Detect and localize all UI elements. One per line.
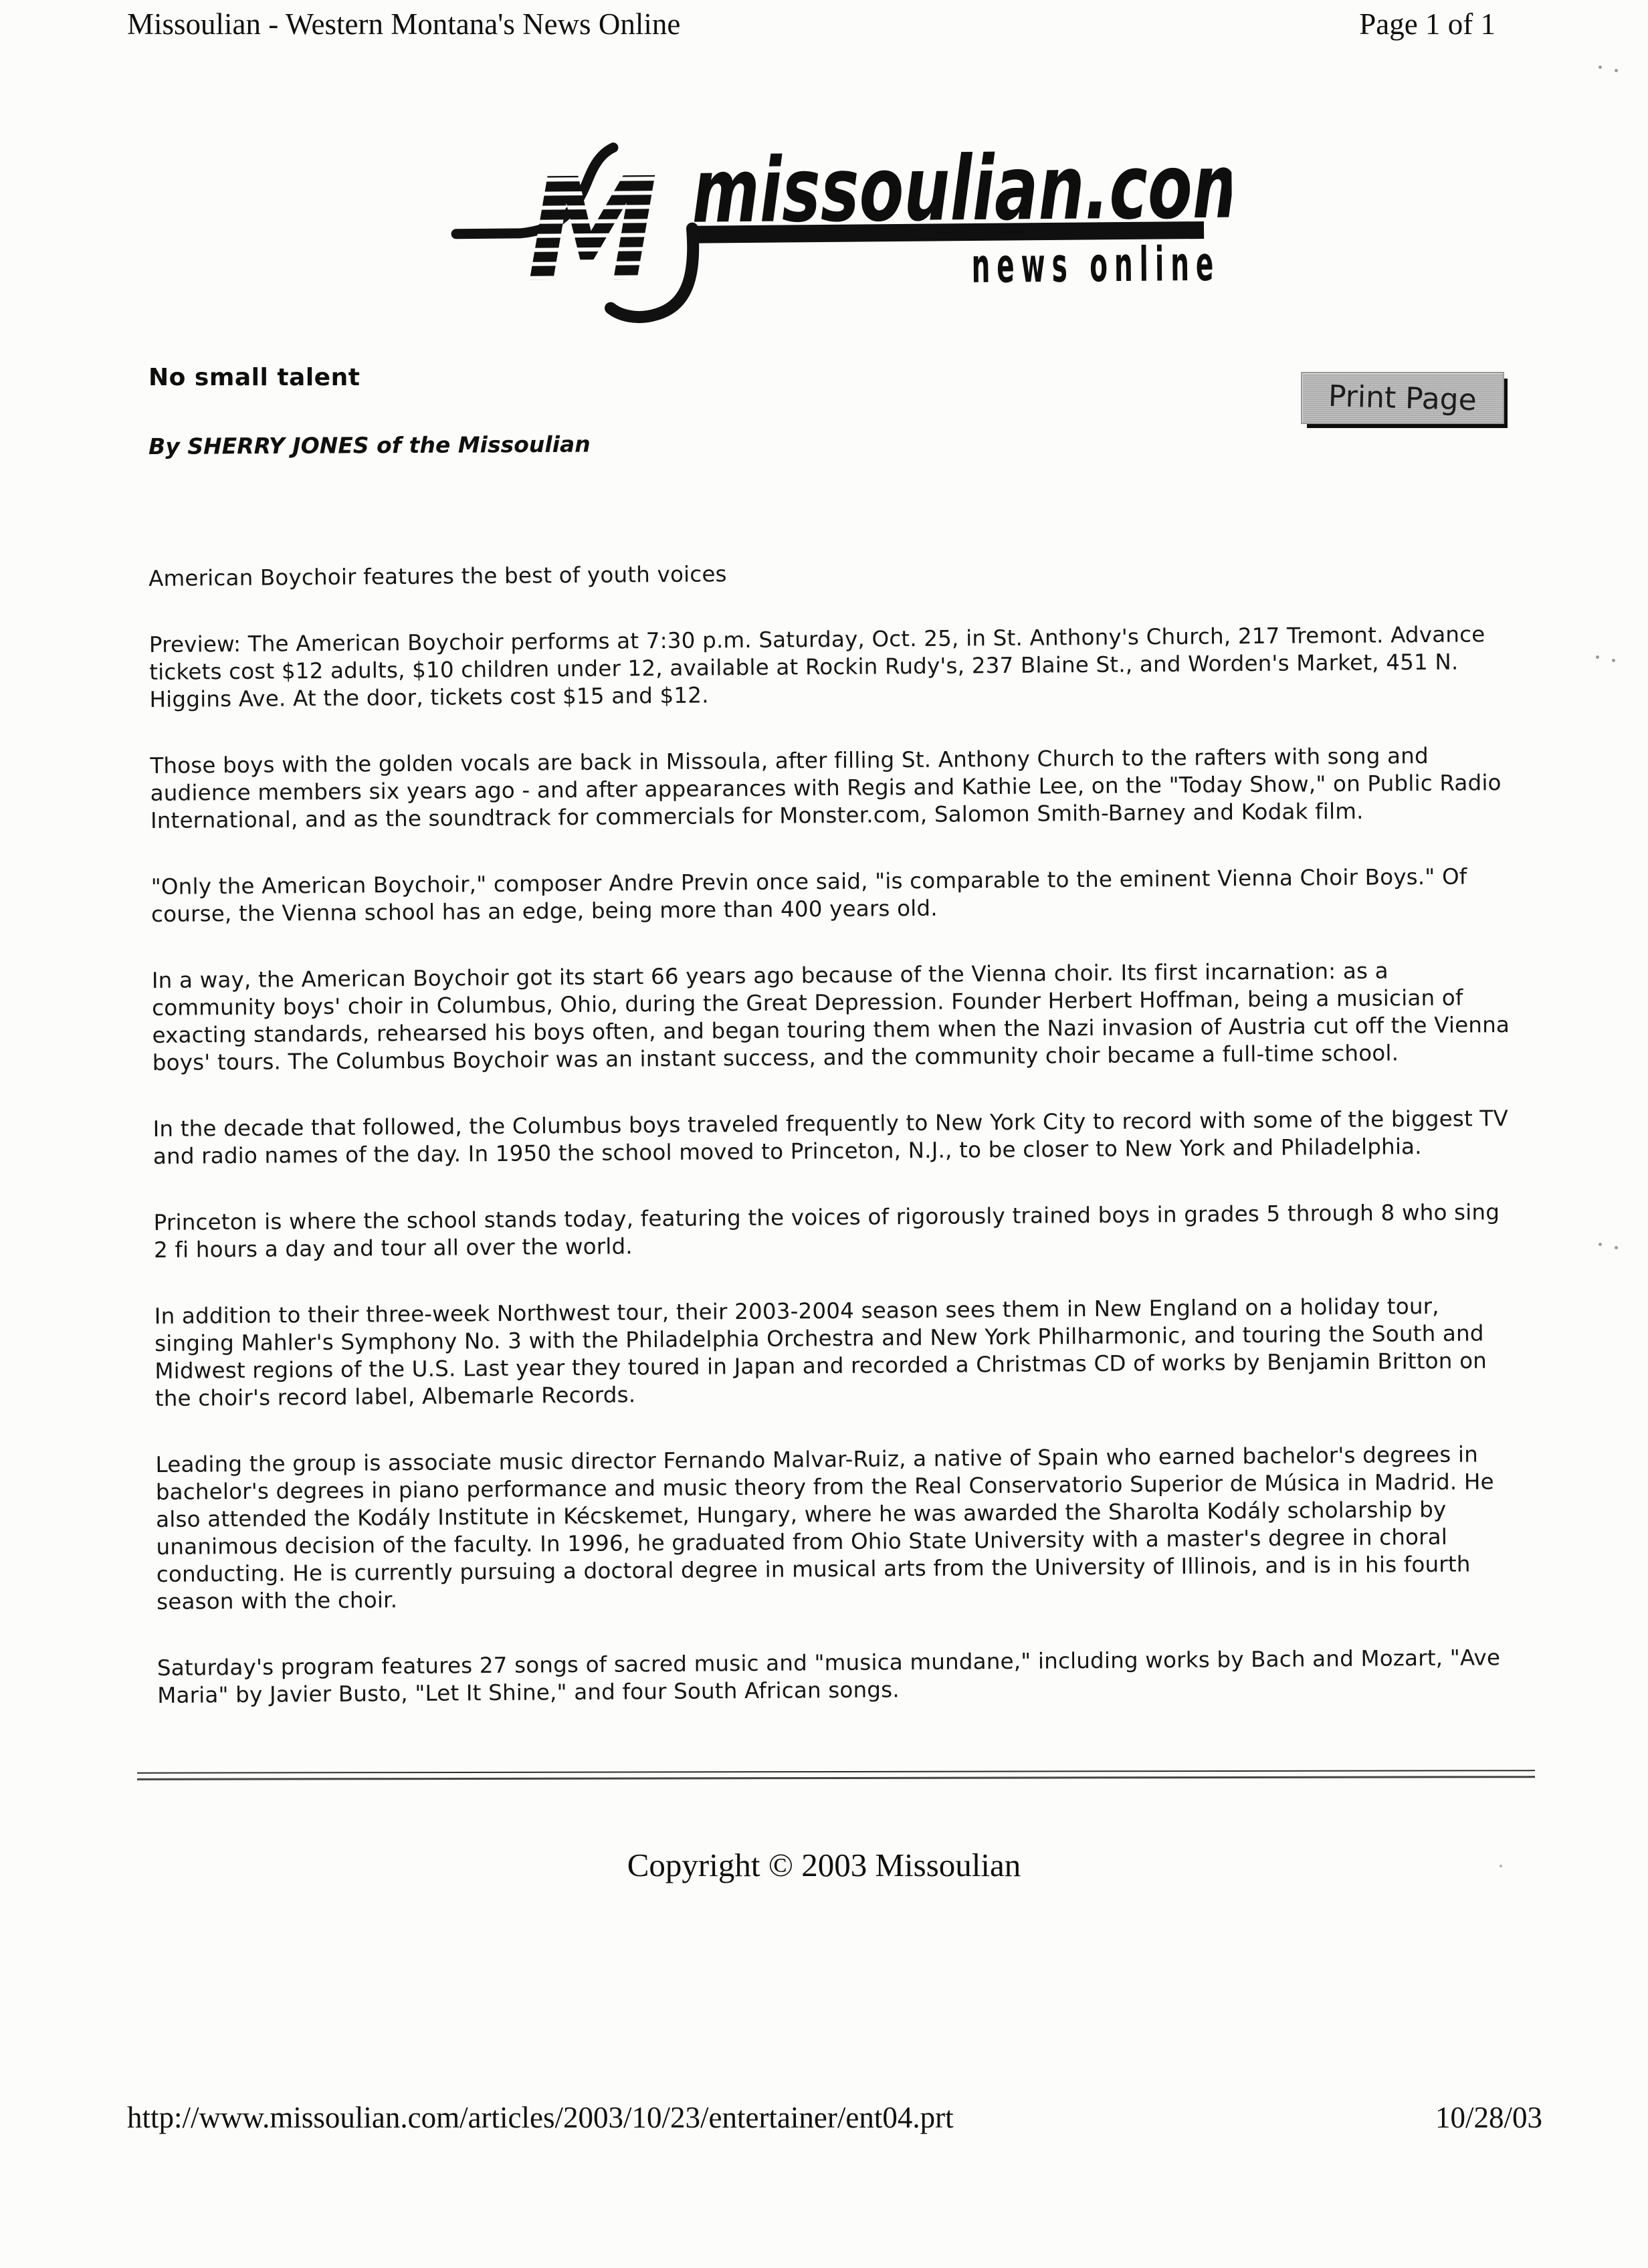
article-paragraph: In a way, the American Boychoir got its start 66 years ago because of the Vienna choir. Its first incarnation: as a community boys' choir in Columbus, Ohio, during the Great Depression. Founder Herbert Hoffman, being a musician of exacting standards, rehearsed his boys often, and began touring them when the Nazi invasion of Austria cut off the Vienna boys' tours. The Columbus Boychoir was an instant success, and the community choir became a full-time school. [151, 958, 1510, 1075]
article-paragraph: Preview: The American Boychoir performs at 7:30 p.m. Saturday, Oct. 25, in St. Anthony's Church, 217 Tremont. Advance tickets cost $12 adults, $10 children under 12, available at Rockin Rudy's, 237 Blaine St., and Worden's Market, 451 N. Higgins Ave. At the door, tickets cost $15 and $12. [148, 621, 1485, 712]
scan-artifact-dot [1612, 659, 1615, 662]
scan-artifact-dot [1615, 1246, 1618, 1249]
article-byline: By SHERRY JONES of the Missoulian [148, 431, 591, 459]
scan-artifact-dot [1615, 69, 1618, 72]
print-footer-url: http://www.missoulian.com/articles/2003/10/23/entertainer/ent04.prt [127, 2101, 954, 2134]
article-title: No small talent [148, 364, 360, 391]
print-footer-date: 10/28/03 [1435, 2101, 1542, 2134]
print-header-title: Missoulian - Western Montana's News Online [127, 7, 681, 41]
scan-artifact-dot [1596, 655, 1599, 659]
scan-artifact-dot [1599, 66, 1602, 69]
logo-tagline: news online [971, 236, 1221, 294]
missoulian-logo [409, 124, 1233, 332]
copyright-notice: Copyright © 2003 Missoulian [627, 1847, 1021, 1883]
end-of-article-rule [137, 1770, 1535, 1780]
print-page-button-label: Print Page [1328, 379, 1477, 417]
article-paragraph: American Boychoir features the best of youth voices [148, 561, 727, 591]
logo-monogram: M [525, 146, 659, 314]
article-paragraph: "Only the American Boychoir," composer Andre Previn once said, "is comparable to the eminent Vienna Choir Boys." Of course, the Vienna school has an edge, being more than 400 years old. [150, 863, 1467, 927]
scan-artifact-dot [1500, 1865, 1502, 1867]
logo-wordmark: missoulian.com [691, 135, 1233, 243]
print-page-button[interactable] [1301, 372, 1504, 424]
scan-artifact-dot [1599, 1243, 1602, 1246]
article-paragraph: Princeton is where the school stands today, featuring the voices of rigorously trained boys in grades 5 through 8 who sing 2 fi hours a day and tour all over the world. [153, 1199, 1500, 1263]
article-paragraph: Those boys with the golden vocals are back in Missoula, after filling St. Anthony Church to the rafters with song and audience members six years ago - and after appearances with Regis and Kathie Lee, on the "Today Show," on Public Radio International, and as the soundtrack for commercials for Monster.com, Salomon Smith-Barney and Kodak film. [150, 742, 1502, 833]
article-paragraph: Saturday's program features 27 songs of sacred music and "musica mundane," including works by Bach and Mozart, "Ave Maria" by Javier Busto, "Let It Shine," and four South African songs. [157, 1645, 1501, 1708]
print-header-page-number: Page 1 of 1 [1359, 7, 1496, 41]
article-paragraph: In the decade that followed, the Columbus boys traveled frequently to New York City to record with some of the biggest TV and radio names of the day. In 1950 the school moved to Princeton, N.J., to be closer to New York and Philadelphia. [152, 1106, 1509, 1169]
missoulian-logo-graphic [409, 124, 1233, 332]
article-paragraph: Leading the group is associate music director Fernando Malvar-Ruiz, a native of Spain who earned bachelor's degrees in bachelor's degrees in piano performance and music theory from the Real Conservatorio Superior de Música in Madrid. He also attended the Kodály Institute in Kécskemet, Hungary, where he was awarded the Sharolta Kodály scholarship by unanimous decision of the faculty. In 1996, he graduated from Ohio State University with a master's degree in choral conducting. He is currently pursuing a doctoral degree in musical arts from the University of Illinois, and is in his fourth season with the choir. [155, 1441, 1494, 1615]
article-body [148, 554, 1516, 1748]
article-paragraph: In addition to their three-week Northwest tour, their 2003-2004 season sees them in New England on a holiday tour, singing Mahler's Symphony No. 3 with the Philadelphia Orchestra and New York Philharmonic, and touring the South and Midwest regions of the U.S. Last year they toured in Japan and recorded a Christmas CD of works by Benjamin Britton on the choir's record label, Albemarle Records. [154, 1293, 1487, 1411]
